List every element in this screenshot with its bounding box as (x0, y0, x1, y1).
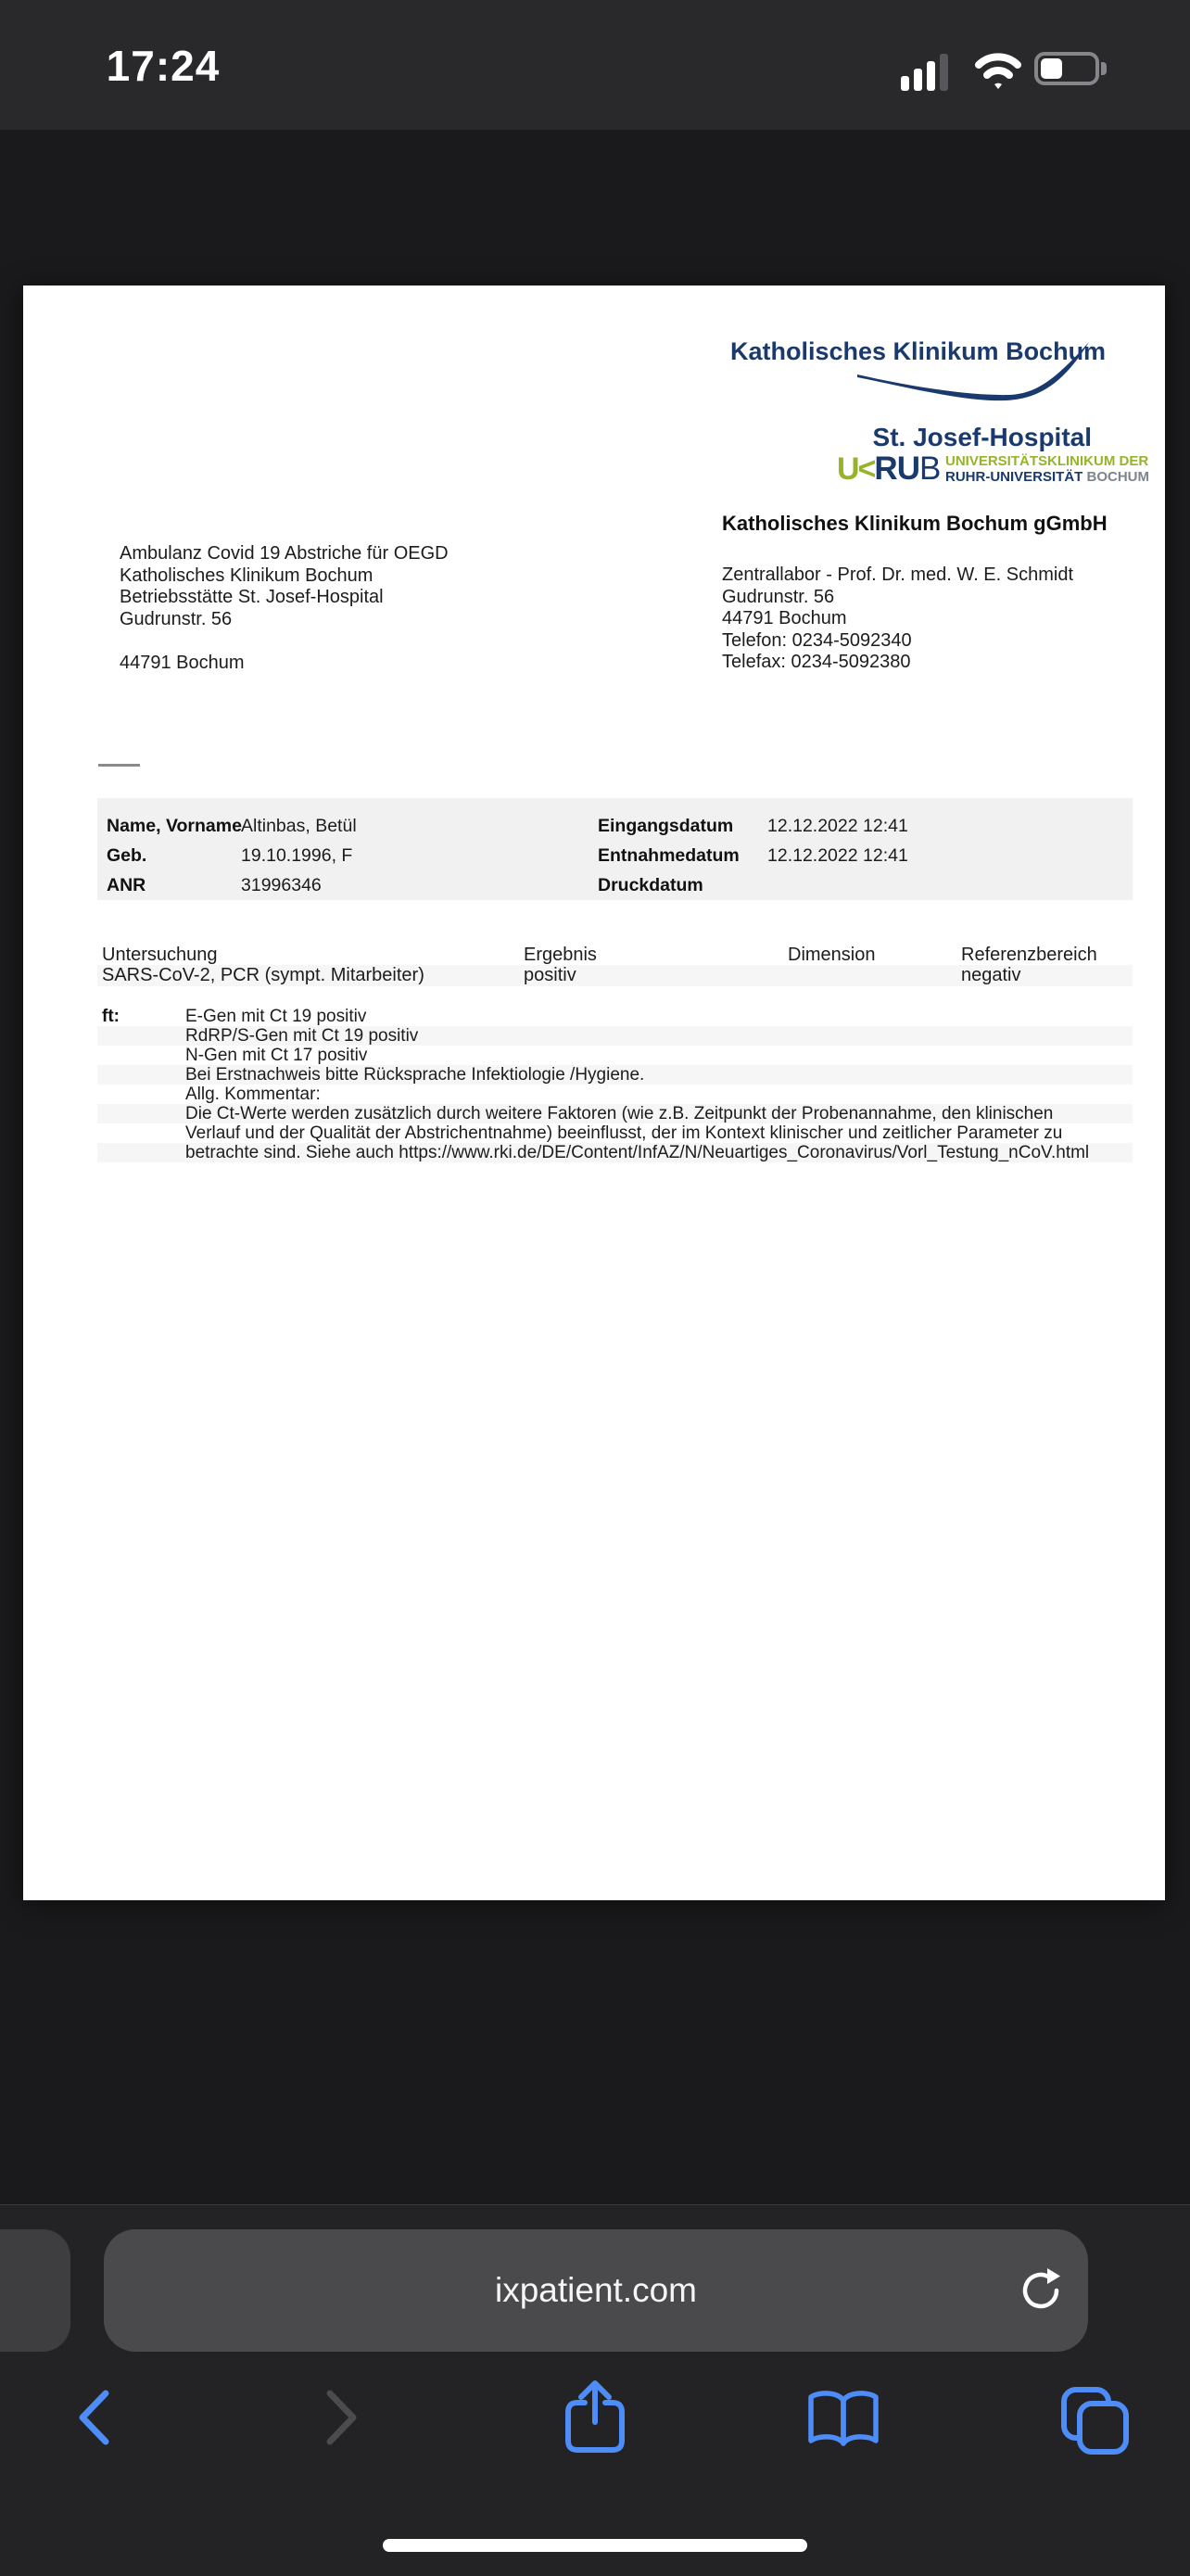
sender-company-name: Katholisches Klinikum Bochum gGmbH (722, 512, 1108, 535)
ukrub-b: B (918, 450, 942, 487)
result-row: SARS-CoV-2, PCR (sympt. Mitarbeiter) positiv negativ (97, 965, 1133, 986)
safari-toolbar (0, 2204, 1190, 2576)
battery-icon (1034, 52, 1114, 89)
results-table-header: Untersuchung Ergebnis Dimension Referenzbereich (102, 945, 1097, 965)
logo-swoosh-icon (855, 337, 1093, 407)
recipient-address: Ambulanz Covid 19 Abstriche für OEGD Katholisches Klinikum Bochum Betriebsstätte St. Josef-Hospital Gudrunstr. 56 44791 Bochum (120, 543, 449, 673)
reload-icon[interactable] (1019, 2268, 1064, 2319)
sender-address: Zentrallabor - Prof. Dr. med. W. E. Schmidt Gudrunstr. 56 44791 Bochum Telefon: 0234-5092340 Telefax: 0234-5092380 (722, 565, 1074, 672)
ukrub-logo (837, 450, 941, 488)
status-bar (0, 0, 1190, 130)
footnote-line: betrachte sind. Siehe auch https://www.rki.de/DE/Content/InfAZ/N/Neuartiges_Coronavirus/Vorl_Testung_nCoV.html (97, 1143, 1133, 1162)
footnote-label: ft: (102, 1007, 120, 1026)
fold-mark (98, 764, 140, 767)
footnote-line: Allg. Kommentar: (185, 1085, 321, 1104)
footnote-line: N-Gen mit Ct 17 positiv (185, 1046, 368, 1065)
cellular-signal-icon (901, 54, 960, 91)
forward-button[interactable] (323, 2389, 361, 2451)
patient-row: ANR 31996346 Druckdatum (107, 875, 703, 895)
footnote-line: Die Ct-Werte werden zusätzlich durch weitere Faktoren (wie z.B. Zeitpunkt der Probenannahme, den klinischen (97, 1104, 1133, 1123)
url-text[interactable]: ixpatient.com (495, 2271, 697, 2309)
back-button[interactable] (74, 2389, 113, 2451)
wifi-icon (969, 48, 1027, 95)
footnote-line: Verlauf und der Qualität der Abstrichentnahme) beeinflusst, der im Kontext klinischer und zeitlicher Parameter zu (185, 1123, 1063, 1143)
clinic-logo-title: Katholisches Klinikum Bochum (730, 337, 1107, 365)
status-time: 17:24 (106, 42, 221, 90)
footnote-line: E-Gen mit Ct 19 positiv (185, 1007, 367, 1026)
url-bar[interactable] (104, 2229, 1088, 2352)
patient-row: Name, Vorname Altinbas, Betül Eingangsdatum 12.12.2022 12:41 (107, 816, 908, 836)
footnote-line: RdRP/S-Gen mit Ct 19 positiv (97, 1026, 1133, 1046)
tabs-icon[interactable] (1058, 2385, 1131, 2460)
document-page (23, 286, 1165, 1900)
hospital-name: St. Josef-Hospital (872, 423, 1092, 451)
previous-tab-peek[interactable] (0, 2229, 70, 2352)
ukrub-subtitle: UNIVERSITÄTSKLINIKUM DER RUHR-UNIVERSITÄT BOCHUM (945, 453, 1150, 485)
footnote-line: Bei Erstnachweis bitte Rücksprache Infektiologie /Hygiene. (97, 1065, 1133, 1085)
bookmarks-icon[interactable] (804, 2389, 882, 2453)
ukrub-ru: RU (874, 450, 919, 487)
home-indicator[interactable] (383, 2539, 807, 2552)
patient-row: Geb. 19.10.1996, F Entnahmedatum 12.12.2022 12:41 (107, 845, 908, 866)
share-icon[interactable] (562, 2379, 628, 2460)
patient-info-box (97, 798, 1133, 900)
ukrub-uk: U< (837, 451, 875, 487)
